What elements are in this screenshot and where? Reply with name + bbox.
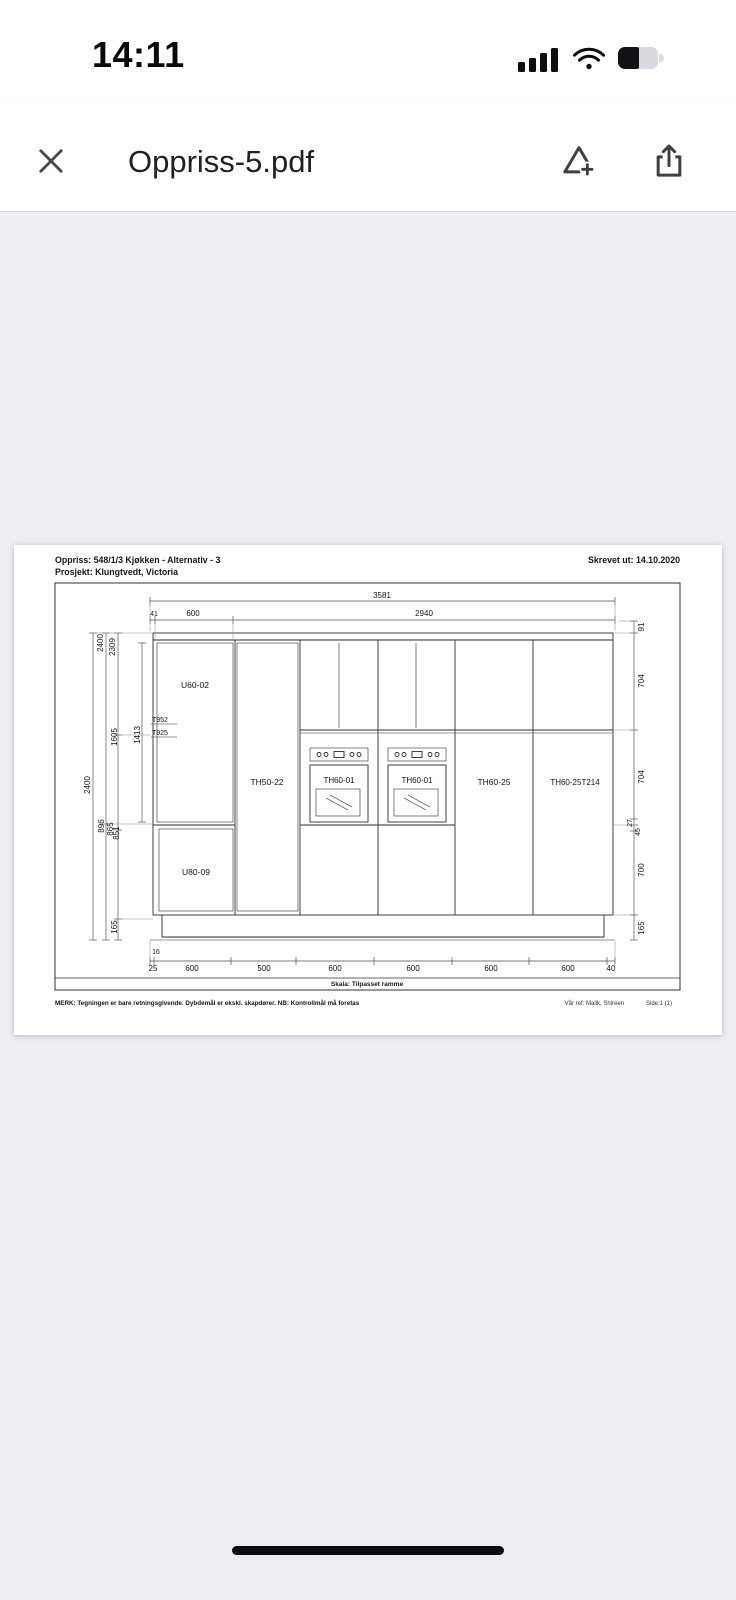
cabinet-outlines (150, 633, 615, 940)
dim-500: 500 (257, 964, 271, 973)
pdf-viewer-toolbar (0, 100, 736, 212)
dim-851: 851 (112, 826, 121, 840)
dim-2400-outer: 2400 (83, 776, 92, 794)
close-icon (34, 144, 68, 178)
doc-meta-line1: Oppriss: 548/1/3 Kjøkken - Alternativ - 3 (55, 555, 221, 565)
dim-1605: 1605 (110, 728, 119, 746)
status-icons (518, 44, 664, 72)
dim-41: 41 (150, 611, 158, 618)
dim-2940: 2940 (415, 609, 433, 618)
level-label-t925: T925 (152, 730, 168, 737)
home-indicator[interactable] (232, 1546, 504, 1555)
cabinet-label-u80-09: U80-09 (182, 867, 210, 877)
status-bar (0, 0, 736, 100)
cabinet-label-th60-25t214: TH60-25T214 (550, 778, 600, 787)
dim-600-d: 600 (484, 964, 498, 973)
dim-165-left: 165 (110, 920, 119, 934)
dim-600-a: 600 (185, 964, 199, 973)
close-button[interactable] (28, 138, 74, 184)
level-label-t952: T952 (152, 717, 168, 724)
share-icon (649, 141, 689, 181)
cabinet-label-th50-22: TH50-22 (250, 777, 284, 787)
dim-91: 91 (637, 622, 646, 632)
dim-896: 896 (97, 819, 106, 833)
dim-2400-inner: 2400 (96, 634, 105, 652)
kitchen-elevation-drawing (14, 545, 722, 1035)
pdf-viewport[interactable] (0, 212, 736, 1600)
doc-meta-line2: Prosjekt: Klungtvedt, Victoria (55, 567, 179, 577)
dim-704-mid: 704 (637, 770, 646, 784)
cabinet-label-th60-25: TH60-25 (477, 777, 511, 787)
footer-note: MERK: Tegningen er bare retningsgivende. Dybdemål er ekskl. skapdører. NB: Kontrollmål må foretas (55, 1000, 360, 1007)
cabinet-label-th60-01-a: TH60-01 (323, 776, 355, 785)
status-time: 14:11 (92, 34, 185, 75)
dim-700: 700 (637, 863, 646, 877)
dim-40: 40 (606, 964, 616, 973)
doc-printed-date: Skrevet ut: 14.10.2020 (588, 555, 680, 565)
dim-45: 45 (635, 828, 642, 836)
footer-page: Side:1 (1) (645, 1001, 672, 1007)
dim-704-upper: 704 (637, 674, 646, 688)
dim-165-right: 165 (637, 921, 646, 935)
footer-ref: Vår ref: Malik, Shireen (564, 1001, 624, 1007)
cabinet-label-th60-01-b: TH60-01 (401, 776, 433, 785)
dim-600-top: 600 (186, 609, 200, 618)
battery-level (618, 47, 639, 69)
pdf-page[interactable] (14, 545, 722, 1035)
battery-nub (659, 54, 664, 62)
dim-2309: 2309 (108, 638, 117, 656)
dim-16: 16 (152, 949, 160, 956)
dim-total-width: 3581 (373, 591, 391, 600)
dim-600-c: 600 (406, 964, 420, 973)
cellular-signal-icon (518, 44, 560, 72)
document-title: Oppriss-5.pdf (128, 144, 315, 179)
add-to-drive-button[interactable] (554, 136, 604, 186)
cabinet-label-u60-02: U60-02 (181, 680, 209, 690)
dim-865: 865 (106, 822, 115, 836)
share-button[interactable] (644, 136, 694, 186)
wifi-icon (572, 46, 606, 71)
dim-600-e: 600 (561, 964, 575, 973)
dim-1413: 1413 (133, 726, 142, 744)
scale-note: Skala: Tilpasset ramme (330, 981, 404, 988)
dim-600-b: 600 (328, 964, 342, 973)
add-to-drive-icon (559, 141, 599, 181)
dim-27: 27 (627, 819, 634, 827)
dim-25: 25 (148, 964, 158, 973)
battery-icon (618, 47, 664, 69)
